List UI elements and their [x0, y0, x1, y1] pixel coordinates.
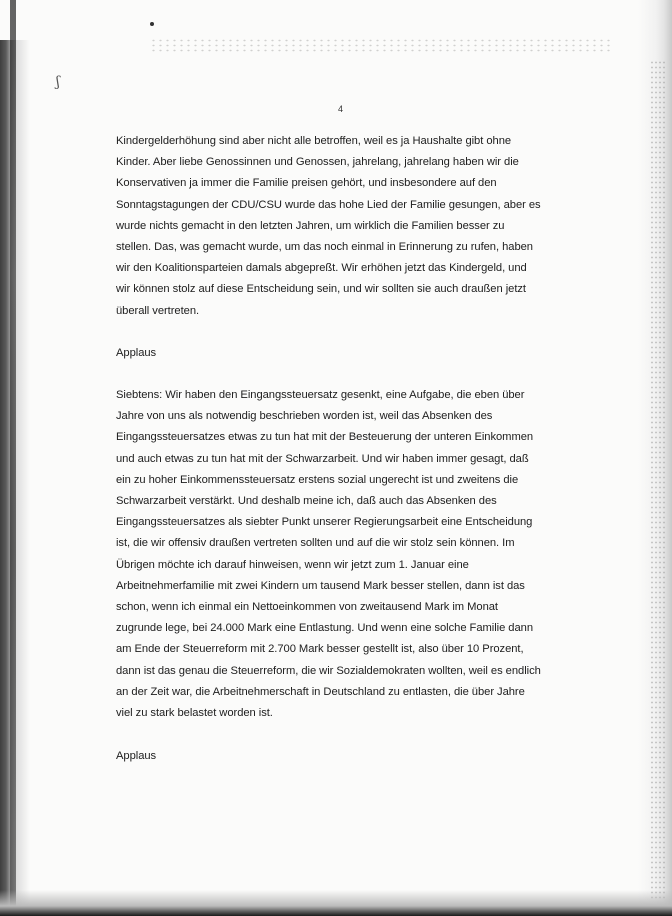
margin-mark: ʃ [56, 74, 60, 90]
scan-dot [150, 22, 154, 26]
scan-smudge-top [150, 38, 610, 52]
paragraph-eingangssteuersatz: Siebtens: Wir haben den Eingangssteuersatz gesenkt, eine Aufgabe, die eben über Jahre von uns als notwendig beschrieben worden ist, weil das Absenken des Eingangssteuersatzes etwas zu tun hat mit der Besteuerung der unteren Einkommen und auch etwas zu tun hat mit der Schwarzarbeit. Und wir haben immer gesagt, daß ein zu hoher Einkommenssteuersatz erstens sozial ungerecht ist und zweitens die Schwarzarbeit verstärkt. Und deshalb meine ich, daß auch das Absenken des Eingangssteuersatzes als siebter Punkt unserer Regierungsarbeit eine Entscheidung ist, die wir offensiv draußen vertreten sollten und auf die wir stolz sein können. Im Übrigen möchte ich darauf hinweisen, wenn wir jetzt zum 1. Januar eine Arbeitnehmerfamilie mit zwei Kindern um tausend Mark besser stellen, dann ist das schon, wenn ich einmal ein Nettoeinkommen von zweitausend Mark im Monat zugrunde lege, bei 24.000 Mark eine Entlastung. Und wenn eine solche Familie dann am Ende der Steuerreform mit 2.700 Mark besser gestellt ist, also über 10 Prozent, dann ist das genau die Steuerreform, die wir Sozialdemokraten wollten, weil es endlich an der Zeit war, die Arbeitnehmerschaft in Deutschland zu entlasten, die über Jahre viel zu stark belastet worden ist. [116, 389, 541, 720]
applause-note: Applaus [116, 347, 157, 359]
paragraph-kindergeld: Kindergelderhöhung sind aber nicht alle betroffen, weil es ja Haushalte gibt ohne Kinder. Aber liebe Genossinnen und Genossen, jahrelang, jahrelang haben wir die Konservativen ja immer die Familie preisen gehört, und insbesondere auf den Sonntagstagungen der CDU/CSU wurde das hohe Lied der Familie gesungen, aber es wurde nichts gemacht in den letzten Jahren, um wirklich die Familien besser zu stellen. Das, was gemacht wurde, um das noch einmal in Erinnerung zu rufen, haben wir den Koalitionsparteien damals abgepreßt. Wir erhöhen jetzt das Kindergeld, und wir können stolz auf diese Entscheidung sein, und wir sollten sie auch draußen jetzt überall vertreten. [116, 135, 541, 317]
scan-noise-right [650, 60, 666, 900]
scan-edge-bottom [0, 890, 672, 916]
page-number: 4 [338, 104, 344, 114]
scan-edge-left-line [10, 0, 16, 916]
applause-note: Applaus [116, 750, 157, 762]
